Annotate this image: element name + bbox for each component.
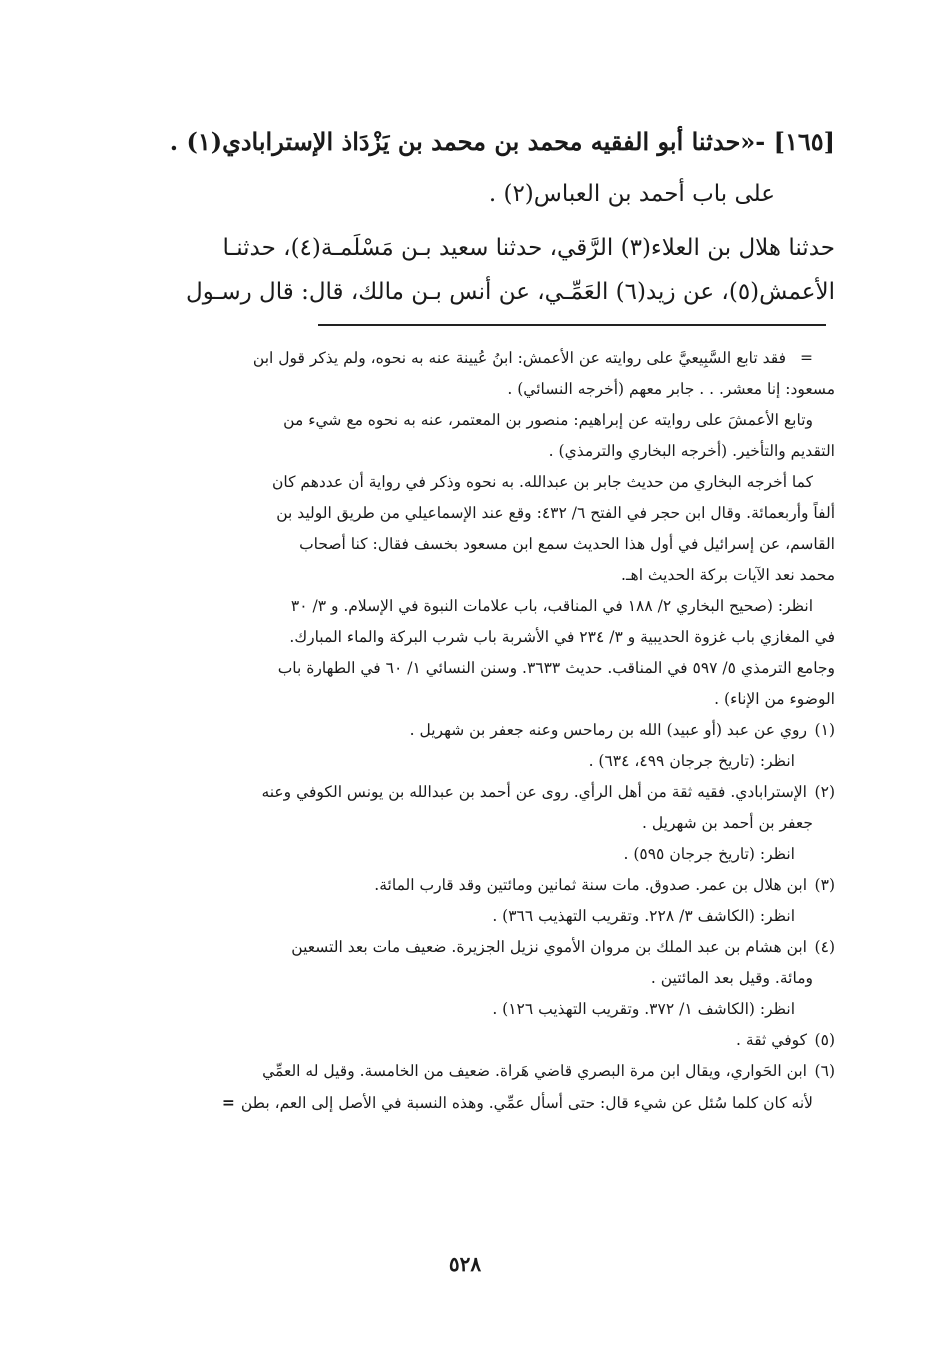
footnote-text: انظر: (الكاشف ١/ ٣٧٢. وتقريب التهذيب ١٢٦) .	[492, 1000, 795, 1018]
footnote-number: (١)	[814, 721, 835, 739]
footnote-text: الإسترابادي. فقيه ثقة من أهل الرأي. روى عن أحمد بن عبدالله بن يونس الكوفي وعنه	[261, 783, 807, 801]
footnote-line	[135, 560, 835, 591]
footnote-text: ابن هلال بن عمر. صدوق. مات سنة ثمانين ومائتين وقد قارب المائة.	[374, 876, 807, 894]
footnote-line	[135, 1056, 835, 1087]
footnote-line	[135, 777, 835, 808]
footnote-text: القاسم، عن إسرائيل في أول هذا الحديث سمع ابن مسعود بخسف فقال: كنا أصحاب	[299, 535, 835, 553]
page-number: ٥٢٨	[448, 1252, 482, 1276]
continuation-marker: =	[800, 349, 813, 367]
footnote-line	[135, 405, 835, 436]
footnote-text: جعفر بن أحمد بن شهريل .	[642, 814, 813, 832]
footnote-line	[135, 467, 835, 498]
footnote-text: انظر: (تاريخ جرجان ٥٩٥) .	[623, 845, 795, 863]
hadith-line: حدثنا هلال بن العلاء(٣) الرَّقي، حدثنا سعيد بـن مَسْلَمـة(٤)، حدثنـا	[222, 235, 835, 261]
footnote-line	[135, 343, 835, 374]
footnote-text: ابن هشام بن عبد الملك بن مروان الأموي نزيل الجزيرة. ضعيف مات بعد التسعين	[291, 938, 807, 956]
footnote-number: (٤)	[814, 938, 835, 956]
footnote-number: (٦)	[814, 1062, 835, 1080]
footnote-text: فقد تابع السَّبِيعيَّ على روايته عن الأعمش: ابنُ عُيينة عنه به نحوه، ولم يذكر قول ابن	[252, 349, 786, 367]
footnote-text: انظر: (الكاشف ٣/ ٢٢٨. وتقريب التهذيب ٣٦٦) .	[492, 907, 795, 925]
footnote-line	[135, 746, 835, 777]
footnote-text: ألفاً وأربعمائة. وقال ابن حجر في الفتح ٦/ ٤٣٢: وقع عند الإسماعيلي من طريق الوليد بن	[276, 504, 835, 522]
footnote-text: الوضوء من الإناء) .	[714, 690, 835, 708]
footnote-line	[135, 932, 835, 963]
footnote-number: (٥)	[814, 1031, 835, 1049]
footnote-text: التقديم والتأخير. (أخرجه البخاري والترمذي) .	[548, 442, 835, 460]
footnote-line	[135, 870, 835, 901]
footnote-text: كما أخرجه البخاري من حديث جابر بن عبدالله. به نحوه وذكر في رواية أن عددهم كان	[271, 473, 813, 491]
footnote-text: وتابع الأعمشَ على روايته عن إبراهيم: منصور بن المعتمر، عنه به نحوه مع شيء من	[283, 411, 813, 429]
footnote-number: (٢)	[814, 783, 835, 801]
footnote-line	[135, 591, 835, 622]
footnote-separator	[318, 324, 826, 326]
footnote-text: ومائة. وقيل بعد المائتين .	[650, 969, 813, 987]
footnote-line	[135, 1087, 835, 1118]
footnote-line	[135, 684, 835, 715]
footnote-text: مسعود: إنا معشر. . . جابر معهم (أخرجه النسائي) .	[507, 380, 835, 398]
footnotes	[135, 343, 835, 1118]
footnote-text: ابن الحَواري، ويقال ابن مرة البصري قاضي هَراة. ضعيف من الخامسة. وقيل له العمِّي	[262, 1062, 807, 1080]
footnote-line	[135, 498, 835, 529]
footnote-number: (٣)	[814, 876, 835, 894]
footnote-line	[135, 901, 835, 932]
footnote-text: محمد نعد الآيات بركة الحديث اهـ.	[621, 566, 835, 584]
hadith-heading: [١٦٥] -«حدثنا أبو الفقيه محمد بن محمد بن يَزْدَاذ الإسترابادي(١) .	[169, 127, 835, 156]
hadith-line: الأعمش(٥)، عن زيد(٦) العَمِّـي، عن أنس بـن مالك، قال: قال رسـول	[186, 279, 835, 305]
footnote-line	[135, 374, 835, 405]
footnote-line	[135, 436, 835, 467]
hadith-text	[135, 226, 835, 314]
footnote-line	[135, 653, 835, 684]
footnote-line	[135, 529, 835, 560]
footnote-line	[135, 839, 835, 870]
footnote-text: وجامع الترمذي ٥/ ٥٩٧ في المناقب. حديث ٣٦٣٣. وسنن النسائي ١/ ٦٠ في الطهارة باب	[277, 659, 835, 677]
footnote-line	[135, 994, 835, 1025]
footnote-text: لأنه كان كلما سُئل عن شيء قال: حتى أسأل عمِّي. وهذه النسبة في الأصل إلى العم، بطن	[240, 1094, 813, 1112]
footnote-line	[135, 622, 835, 653]
hadith-subheading: على باب أحمد بن العباس(٢) .	[488, 181, 775, 207]
footnote-line	[135, 715, 835, 746]
footnote-text: انظر: (تاريخ جرجان ٤٩٩، ٦٣٤) .	[588, 752, 795, 770]
footnote-text: انظر: (صحيح البخاري ٢/ ١٨٨ في المناقب، باب علامات النبوة في الإسلام. و ٣/ ٣٠	[290, 597, 813, 615]
footnote-line	[135, 963, 835, 994]
footnote-line	[135, 1025, 835, 1056]
footnote-text: كوفي ثقة .	[736, 1031, 807, 1049]
continuation-marker: =	[221, 1093, 235, 1112]
footnote-line	[135, 808, 835, 839]
footnote-text: روي عن عبد (أو عبيد) الله بن رماحس وعنه جعفر بن شهريل .	[409, 721, 807, 739]
footnote-text: في المغازي باب غزوة الحديبية و ٣/ ٢٣٤ في الأشربة باب شرب البركة والماء المبارك.	[289, 628, 835, 646]
